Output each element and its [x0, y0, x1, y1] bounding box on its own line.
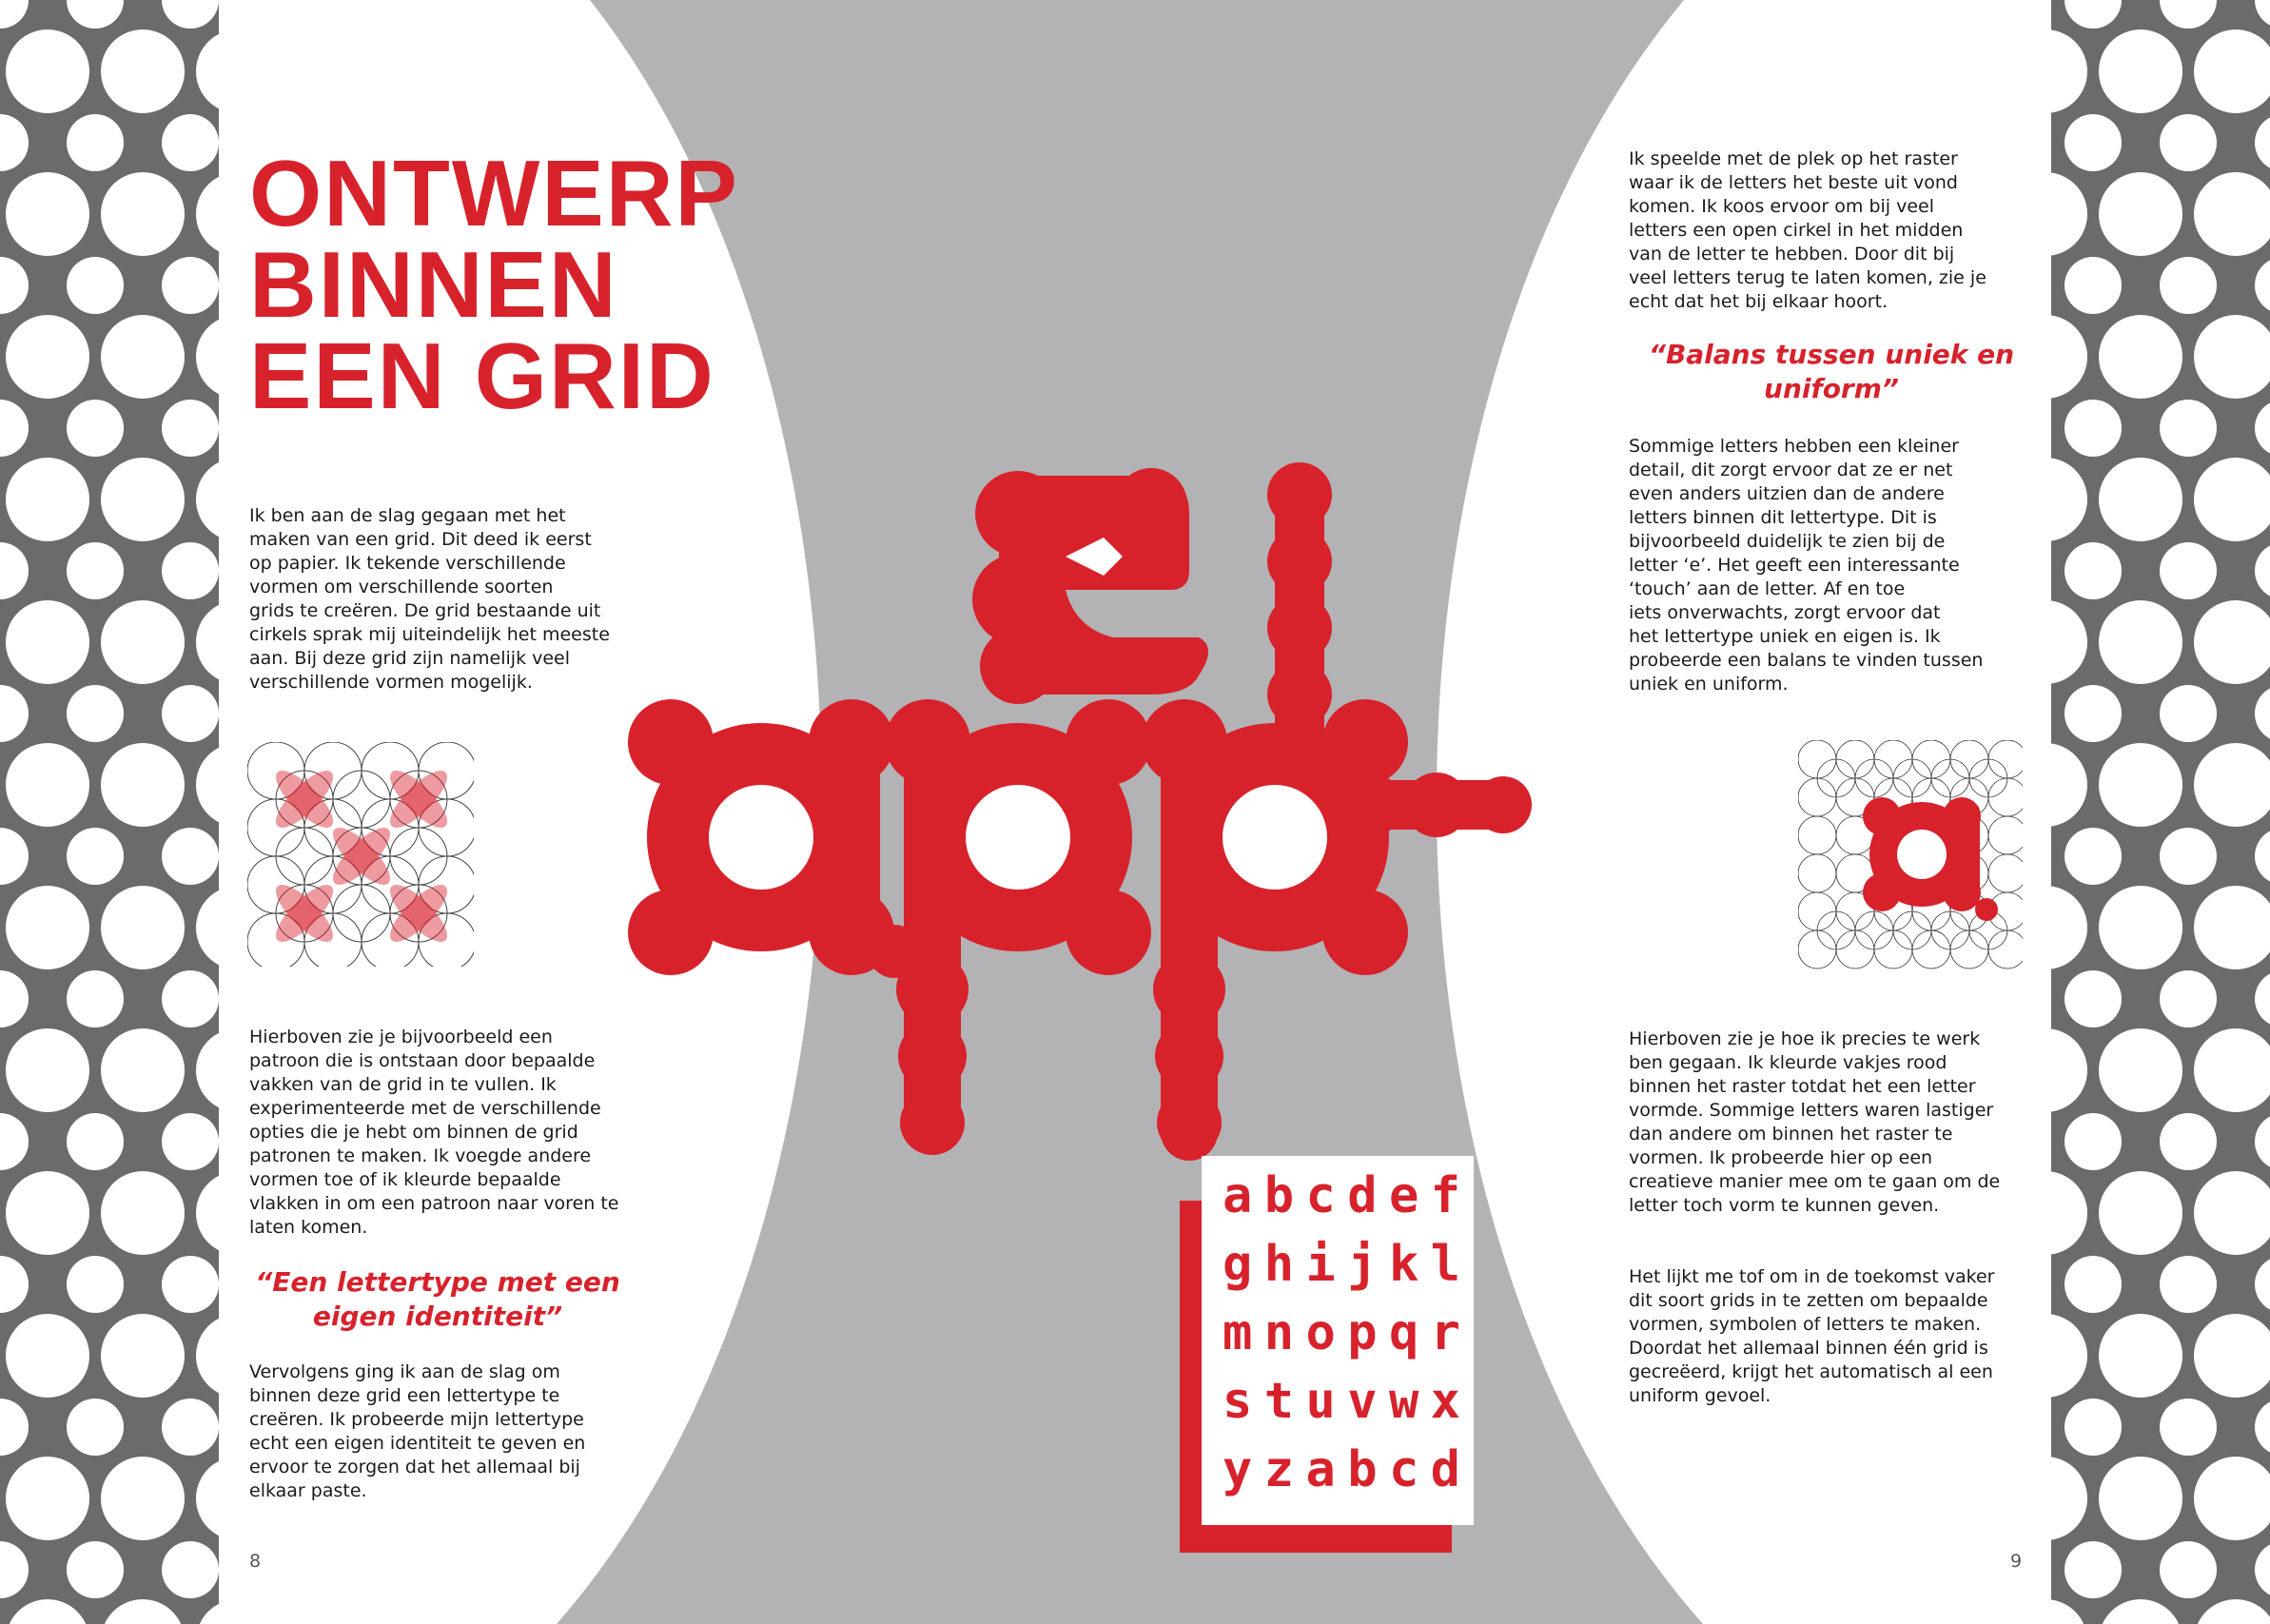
glyph: j: [1347, 1236, 1378, 1293]
right-pull-quote: “Balans tussen uniek en uniform”: [1648, 339, 2015, 404]
giant-letter-e: [972, 468, 1208, 704]
glyph: z: [1263, 1441, 1295, 1498]
grid-pattern-thumbnail: [247, 742, 474, 967]
giant-letter-p-2: [1142, 699, 1408, 1161]
glyph: g: [1223, 1236, 1253, 1293]
title-line-1: ONTWERP: [249, 141, 739, 245]
glyph: w: [1388, 1373, 1419, 1430]
glyph: c: [1388, 1441, 1419, 1498]
glyph: b: [1347, 1441, 1378, 1498]
letter-a-grid-thumbnail: [1798, 740, 2023, 972]
glyph: q: [1388, 1304, 1419, 1361]
alphabet-row-1: [1223, 1167, 1460, 1224]
left-paragraph-3: Vervolgens ging ik aan de slag om binnen deze grid een lettertype te creëren. Ik probeerde mijn lettertype echt een eigen identiteit te geven en ervoor te zorgen dat het allemaal bij elkaar paste.: [249, 1361, 586, 1501]
glyph: h: [1263, 1236, 1295, 1293]
glyph: x: [1430, 1373, 1460, 1430]
glyph: c: [1305, 1167, 1336, 1224]
left-pull-quote: “Een lettertype met een eigen identiteit”: [255, 1266, 620, 1332]
glyph: v: [1347, 1373, 1378, 1430]
glyph: d: [1430, 1441, 1460, 1498]
alphabet-card: [1202, 1156, 1474, 1525]
glyph: r: [1430, 1304, 1460, 1361]
alphabet-row-4: [1223, 1373, 1460, 1430]
left-paragraph-2: Hierboven zie je bijvoorbeeld een patroon die is ontstaan door bepaalde vakken van de grid in te vullen. Ik experimenteerde met de verschillende opties die je hebt om binnen de grid patronen te maken. Ik voegde andere vormen toe of ik kleurde bepaalde vlakken in om een patroon naar voren te laten komen.: [249, 1027, 619, 1238]
glyph: m: [1223, 1304, 1253, 1361]
glyph: t: [1263, 1373, 1295, 1430]
glyph: d: [1347, 1167, 1378, 1224]
alphabet-row-5: [1223, 1441, 1460, 1498]
glyph: p: [1347, 1304, 1378, 1361]
right-intro-paragraph: Ik speelde met de plek op het raster waar ik de letters het beste uit vond komen. Ik koos ervoor om bij veel letters een open cirkel in het midden van de letter te hebben. Door dit bij veel letters terug te laten komen, zie je echt dat het bij elkaar hoort.: [1629, 148, 1986, 312]
giant-letterforms-illustration: [618, 457, 1684, 1180]
left-intro-paragraph: Ik ben aan de slag gegaan met het maken van een grid. Dit deed ik eerst op papier. Ik tekende verschillende vormen om verschillende soorten grids te creëren. De grid bestaande uit cirkels sprak mij uiteindelijk het meeste aan. Bij deze grid zijn namelijk veel verschillende vormen mogelijk.: [249, 505, 610, 693]
giant-letter-p-1: [885, 699, 1151, 1155]
glyph: e: [1388, 1167, 1419, 1224]
glyph: b: [1263, 1167, 1295, 1224]
glyph: l: [1430, 1236, 1460, 1293]
alphabet-row-3: [1223, 1304, 1460, 1361]
glyph: a: [1305, 1441, 1336, 1498]
glyph: f: [1430, 1167, 1460, 1224]
glyph: i: [1305, 1236, 1336, 1293]
right-paragraph-2: Sommige letters hebben een kleiner detail, dit zorgt ervoor dat ze er net even anders uitzien dan de andere letters binnen dit lettertype. Dit is bijvoorbeeld duidelijk te zien bij de letter ‘e’. Het geeft een interessante ‘touch’ aan de letter. Af en toe iets onverwachts, zorgt ervoor dat het lettertype uniek en eigen is. Ik probeerde een balans te vinden tussen uniek en uniform.: [1629, 436, 1984, 695]
title-line-2: BINNEN: [249, 232, 618, 337]
glyph: u: [1305, 1373, 1336, 1430]
right-paragraph-3: Hierboven zie je hoe ik precies te werk ben gegaan. Ik kleurde vakjes rood binnen het raster totdat het een letter vormde. Sommige letters waren lastiger dan andere om binnen het raster te vormen. Ik probeerde hier op een creatieve manier mee om te gaan om de letter toch vorm te kunnen geven.: [1629, 1028, 2001, 1216]
glyph: y: [1223, 1441, 1253, 1498]
right-pattern-strip: [2051, 0, 2270, 1624]
page-number-right: 9: [2010, 1551, 2023, 1572]
page-number-left: 8: [249, 1551, 262, 1572]
glyph: k: [1388, 1236, 1419, 1293]
glyph: n: [1263, 1304, 1295, 1361]
page-title: [249, 141, 739, 428]
glyph: o: [1305, 1304, 1336, 1361]
right-paragraph-4: Het lijkt me tof om in de toekomst vaker dit soort grids in te zetten om bepaalde vormen, symbolen of letters te maken. Doordat het allemaal binnen één grid is gecreëerd, krijgt het automatisch al een uniform gevoel.: [1629, 1266, 1995, 1406]
glyph: a: [1223, 1167, 1253, 1224]
alphabet-row-2: [1223, 1236, 1460, 1293]
glyph: s: [1223, 1373, 1253, 1430]
left-pattern-strip: [0, 0, 219, 1624]
title-line-3: EEN GRID: [249, 323, 715, 428]
